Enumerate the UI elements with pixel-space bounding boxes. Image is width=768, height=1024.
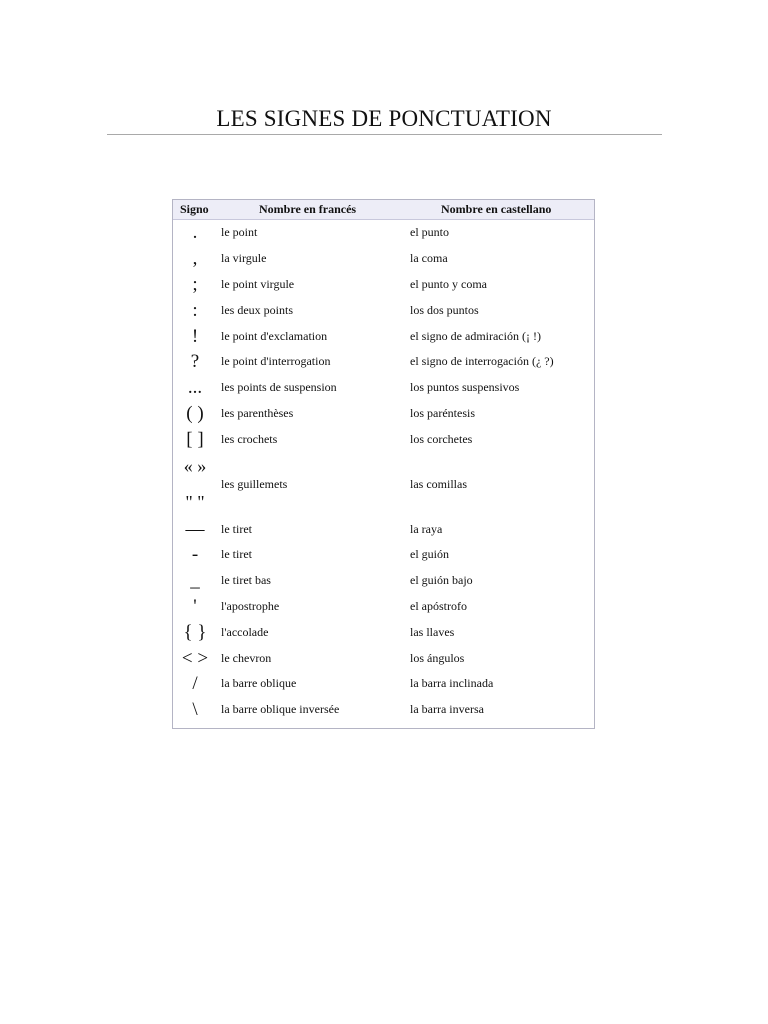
spanish-name-cell: el signo de interrogación (¿ ?) bbox=[410, 354, 554, 369]
sign-cell: { } bbox=[183, 621, 207, 643]
sign-cell: : bbox=[192, 299, 198, 321]
table-row bbox=[173, 272, 594, 298]
table-row bbox=[173, 516, 594, 542]
spanish-name-cell: el punto y coma bbox=[410, 276, 487, 291]
table-row bbox=[173, 401, 594, 427]
double-quotes-sign: " " bbox=[185, 492, 205, 513]
spanish-name-cell: la barra inclinada bbox=[410, 676, 494, 691]
sign-cell: \ bbox=[192, 699, 198, 721]
spanish-name-cell: el apóstrofo bbox=[410, 598, 467, 613]
sign-cell: / bbox=[192, 673, 198, 695]
french-name-cell: le tiret bbox=[221, 547, 252, 562]
sign-cell: — bbox=[185, 518, 205, 540]
sign-cell: ? bbox=[190, 351, 200, 373]
sign-cell: _ bbox=[190, 570, 200, 592]
header-sign: Signo bbox=[173, 200, 217, 220]
guillemets-sign: « » bbox=[183, 456, 207, 477]
spanish-name-cell: los puntos suspensivos bbox=[410, 380, 520, 395]
spanish-name-cell: los paréntesis bbox=[410, 405, 475, 420]
table-row bbox=[173, 246, 594, 272]
spanish-name-cell: el signo de admiración (¡ !) bbox=[410, 328, 541, 343]
punctuation-table-box bbox=[172, 199, 595, 729]
sign-stack bbox=[173, 457, 217, 511]
french-name-cell: le point d'exclamation bbox=[221, 328, 328, 343]
sign-cell: ; bbox=[192, 273, 198, 295]
sign-cell: ' bbox=[193, 595, 197, 617]
french-name-cell: la virgule bbox=[221, 251, 267, 266]
table-row bbox=[173, 349, 594, 375]
table-row bbox=[173, 568, 594, 594]
sign-cell: - bbox=[191, 544, 199, 566]
sign-cell: ... bbox=[187, 377, 203, 399]
sign-cell: , bbox=[192, 248, 198, 270]
french-name-cell: les deux points bbox=[221, 302, 293, 317]
french-name-cell: le point bbox=[221, 225, 258, 240]
sign-cell: ! bbox=[191, 325, 199, 347]
french-name-cell: le point d'interrogation bbox=[221, 354, 331, 369]
table-row bbox=[173, 645, 594, 671]
french-name-cell: le tiret bbox=[221, 521, 252, 536]
spanish-name-cell: los corchetes bbox=[410, 431, 473, 446]
title-divider bbox=[107, 134, 662, 135]
table-row bbox=[173, 452, 594, 516]
french-name-cell: les guillemets bbox=[221, 476, 288, 491]
spanish-name-cell: los ángulos bbox=[410, 650, 465, 665]
spanish-name-cell: la barra inversa bbox=[410, 702, 484, 717]
table-row bbox=[173, 594, 594, 620]
spanish-name-cell: el guión bbox=[410, 547, 449, 562]
french-name-cell: l'accolade bbox=[221, 624, 269, 639]
table-row bbox=[173, 323, 594, 349]
spanish-name-cell: las comillas bbox=[410, 476, 467, 491]
header-spanish: Nombre en castellano bbox=[407, 200, 594, 220]
sign-cell: [ ] bbox=[186, 428, 204, 450]
sign-cell: ( ) bbox=[186, 402, 204, 424]
french-name-cell: la barre oblique bbox=[221, 676, 297, 691]
header-french: Nombre en francés bbox=[217, 200, 407, 220]
french-name-cell: le tiret bas bbox=[221, 573, 271, 588]
spanish-name-cell: los dos puntos bbox=[410, 302, 479, 317]
table-row bbox=[173, 297, 594, 323]
table-row bbox=[173, 671, 594, 697]
spanish-name-cell: el guión bajo bbox=[410, 573, 473, 588]
table-header-row bbox=[173, 200, 594, 220]
french-name-cell: le chevron bbox=[221, 650, 272, 665]
spanish-name-cell: el punto bbox=[410, 225, 449, 240]
table-row bbox=[173, 220, 594, 246]
table-row bbox=[173, 619, 594, 645]
spanish-name-cell: la coma bbox=[410, 251, 448, 266]
table-row bbox=[173, 542, 594, 568]
french-name-cell: les crochets bbox=[221, 431, 278, 446]
sign-cell: < > bbox=[181, 647, 209, 669]
spanish-name-cell: las llaves bbox=[410, 624, 455, 639]
table-row bbox=[173, 375, 594, 401]
punctuation-table bbox=[173, 200, 594, 723]
french-name-cell: les parenthèses bbox=[221, 405, 294, 420]
sign-cell bbox=[173, 452, 217, 516]
table-row bbox=[173, 426, 594, 452]
french-name-cell: la barre oblique inversée bbox=[221, 702, 340, 717]
french-name-cell: l'apostrophe bbox=[221, 598, 280, 613]
table-row bbox=[173, 697, 594, 723]
spanish-name-cell: la raya bbox=[410, 521, 443, 536]
french-name-cell: le point virgule bbox=[221, 276, 295, 291]
page-title: LES SIGNES DE PONCTUATION bbox=[216, 106, 552, 131]
sign-cell: . bbox=[192, 222, 198, 244]
french-name-cell: les points de suspension bbox=[221, 380, 337, 395]
